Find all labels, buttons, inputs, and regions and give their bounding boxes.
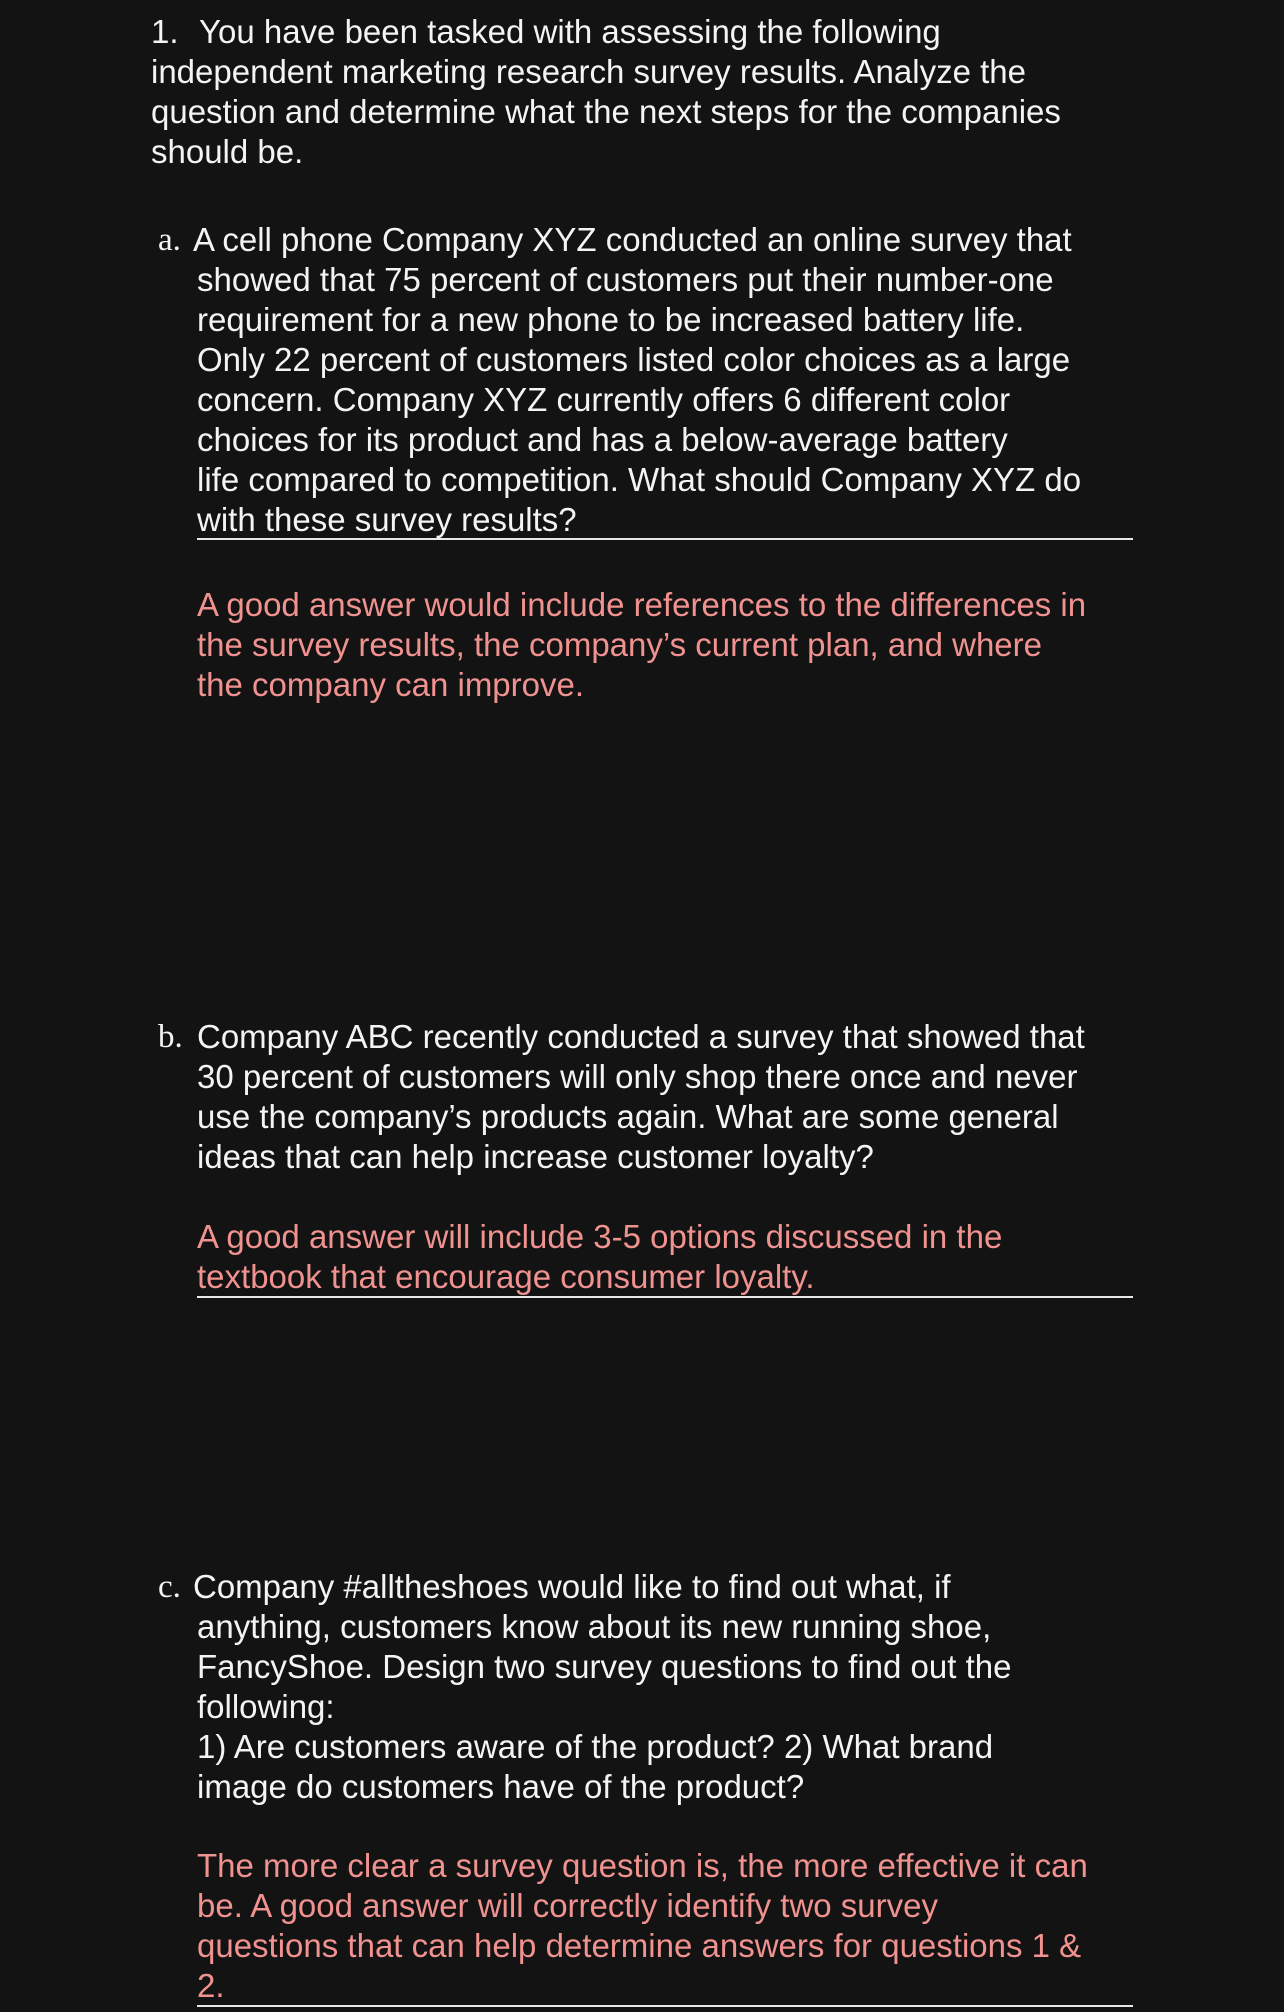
part-b-marker: b.: [158, 1019, 183, 1055]
part-c-question-line: 1) Are customers aware of the product? 2) What brand: [197, 1728, 994, 1765]
part-c-divider: [197, 2005, 1133, 2007]
part-c-answer-line: The more clear a survey question is, the more effective it can: [197, 1847, 1088, 1884]
part-b-question-line: use the company’s products again. What are some general: [197, 1098, 1059, 1135]
main-question: [151, 12, 1121, 172]
part-a-question-line: showed that 75 percent of customers put their number-one: [197, 261, 1054, 298]
part-a-question: [193, 220, 1137, 540]
part-a-answer-line: the survey results, the company’s current plan, and where: [197, 626, 1042, 663]
part-c-question: [193, 1567, 1137, 1807]
main-question-line: should be.: [151, 133, 304, 170]
part-a-question-line: Only 22 percent of customers listed color choices as a large: [197, 341, 1071, 378]
part-c-question-line: anything, customers know about its new running shoe,: [197, 1608, 992, 1645]
part-a-answer-line: A good answer would include references to the differences in: [197, 586, 1087, 623]
part-b-divider: [197, 1296, 1133, 1298]
part-a-divider: [197, 538, 1133, 540]
part-c-question-line: image do customers have of the product?: [197, 1768, 805, 1805]
part-c-question-line: following:: [197, 1688, 335, 1725]
part-a-question-line: with these survey results?: [197, 501, 577, 538]
part-c-question-line: Company #alltheshoes would like to find out what, if: [193, 1568, 951, 1605]
part-c-answer-line: be. A good answer will correctly identify two survey: [197, 1887, 939, 1924]
part-c-answer: [197, 1846, 1137, 2006]
part-b-question-line: 30 percent of customers will only shop there once and never: [197, 1058, 1078, 1095]
question-number: 1.: [151, 13, 179, 50]
part-a-marker: a.: [158, 222, 181, 258]
main-question-line: 1. You have been tasked with assessing the following: [151, 13, 941, 50]
part-c-question-line: FancyShoe. Design two survey questions to find out the: [197, 1648, 1012, 1685]
part-a-answer: [197, 585, 1137, 705]
part-c-answer-line: 2.: [197, 1967, 225, 2004]
part-c-answer-line: questions that can help determine answers for questions 1 &: [197, 1927, 1082, 1964]
part-a-question-line: concern. Company XYZ currently offers 6 different color: [197, 381, 1011, 418]
part-b-answer-line: textbook that encourage consumer loyalty.: [197, 1258, 815, 1295]
part-a-answer-line: the company can improve.: [197, 666, 585, 703]
part-b-question-line: Company ABC recently conducted a survey that showed that: [197, 1018, 1085, 1055]
part-a-question-line: requirement for a new phone to be increased battery life.: [197, 301, 1025, 338]
part-a-question-line: choices for its product and has a below-average battery: [197, 421, 1008, 458]
main-question-line: question and determine what the next steps for the companies: [151, 93, 1061, 130]
main-question-line: independent marketing research survey results. Analyze the: [151, 53, 1026, 90]
part-b-answer-line: A good answer will include 3-5 options discussed in the: [197, 1218, 1003, 1255]
part-b-question: [197, 1017, 1137, 1177]
part-a-question-line: life compared to competition. What should Company XYZ do: [197, 461, 1082, 498]
part-b-question-line: ideas that can help increase customer loyalty?: [197, 1138, 874, 1175]
part-c-marker: c.: [158, 1569, 181, 1605]
part-a-question-line: A cell phone Company XYZ conducted an online survey that: [193, 221, 1072, 258]
part-b-answer: [197, 1217, 1137, 1297]
